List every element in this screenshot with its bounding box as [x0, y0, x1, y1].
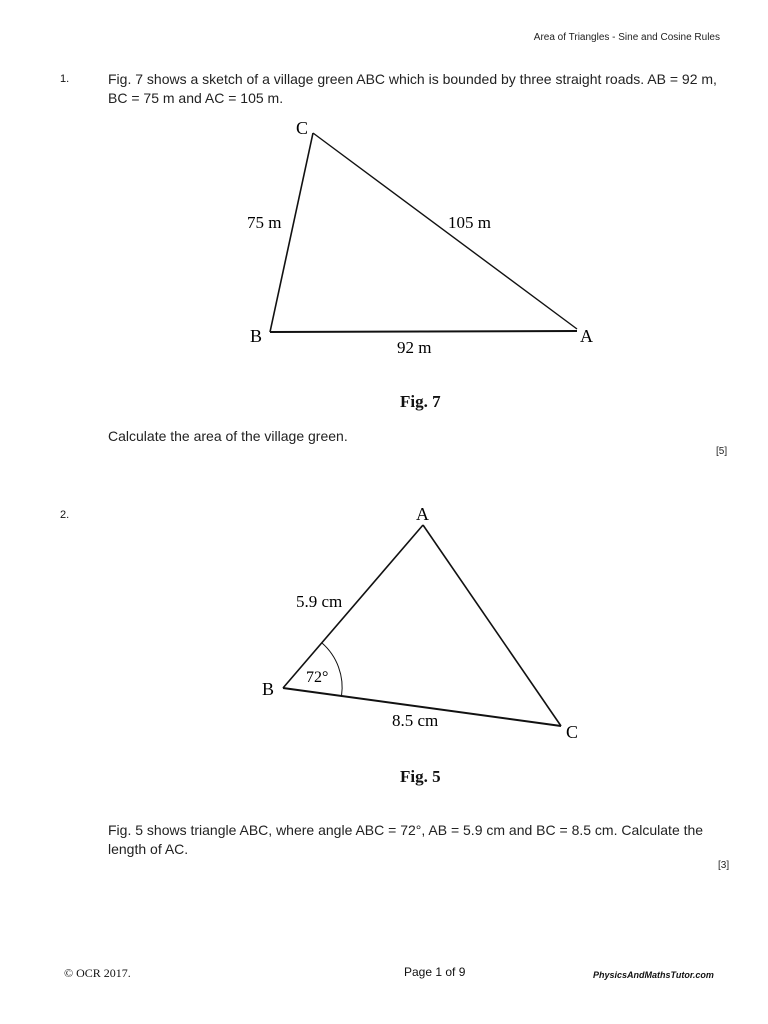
figure-5-caption: Fig. 5 — [400, 767, 441, 786]
question-1-prompt: Calculate the area of the village green. — [108, 428, 348, 444]
triangle-2-vertex-b: B — [262, 679, 275, 699]
question-1-number: 1. — [60, 73, 70, 85]
question-1-marks: [5] — [716, 446, 728, 457]
triangle-2-side-ac — [423, 525, 561, 726]
triangle-1-side-ab-label: 92 m — [397, 338, 432, 357]
question-2-marks: [3] — [718, 860, 730, 871]
triangle-1-side-bc-label: 75 m — [247, 213, 282, 232]
question-2-text: Fig. 5 shows triangle ABC, where angle ABC = 72°, AB = 5.9 cm and BC = 8.5 cm. Calculate the length of AC. — [108, 822, 704, 857]
footer-site-name: PhysicsAndMathsTutor.com — [593, 970, 714, 980]
triangle-1-vertex-a: A — [580, 326, 593, 346]
triangle-1-vertex-c: C — [296, 118, 309, 138]
triangle-1-vertex-b: B — [250, 326, 263, 346]
triangle-1-side-ac-label: 105 m — [448, 213, 491, 232]
question-2-number: 2. — [60, 509, 70, 521]
page-header-title: Area of Triangles - Sine and Cosine Rules — [533, 32, 720, 43]
figure-7-caption: Fig. 7 — [400, 392, 441, 411]
triangle-2-vertex-a: A — [416, 504, 429, 524]
triangle-2-vertex-c: C — [566, 722, 579, 742]
footer-page-number: Page 1 of 9 — [404, 965, 466, 979]
footer-copyright: © OCR 2017. — [64, 966, 131, 980]
question-1-text: Fig. 7 shows a sketch of a village green ABC which is bounded by three straight roads. AB = 92 m, BC = 75 m and AC = 105 m. — [108, 71, 717, 106]
triangle-2-side-bc-label: 8.5 cm — [392, 711, 439, 730]
triangle-2-angle-label: 72° — [306, 669, 329, 686]
triangle-2-side-ab-label: 5.9 cm — [296, 592, 343, 611]
